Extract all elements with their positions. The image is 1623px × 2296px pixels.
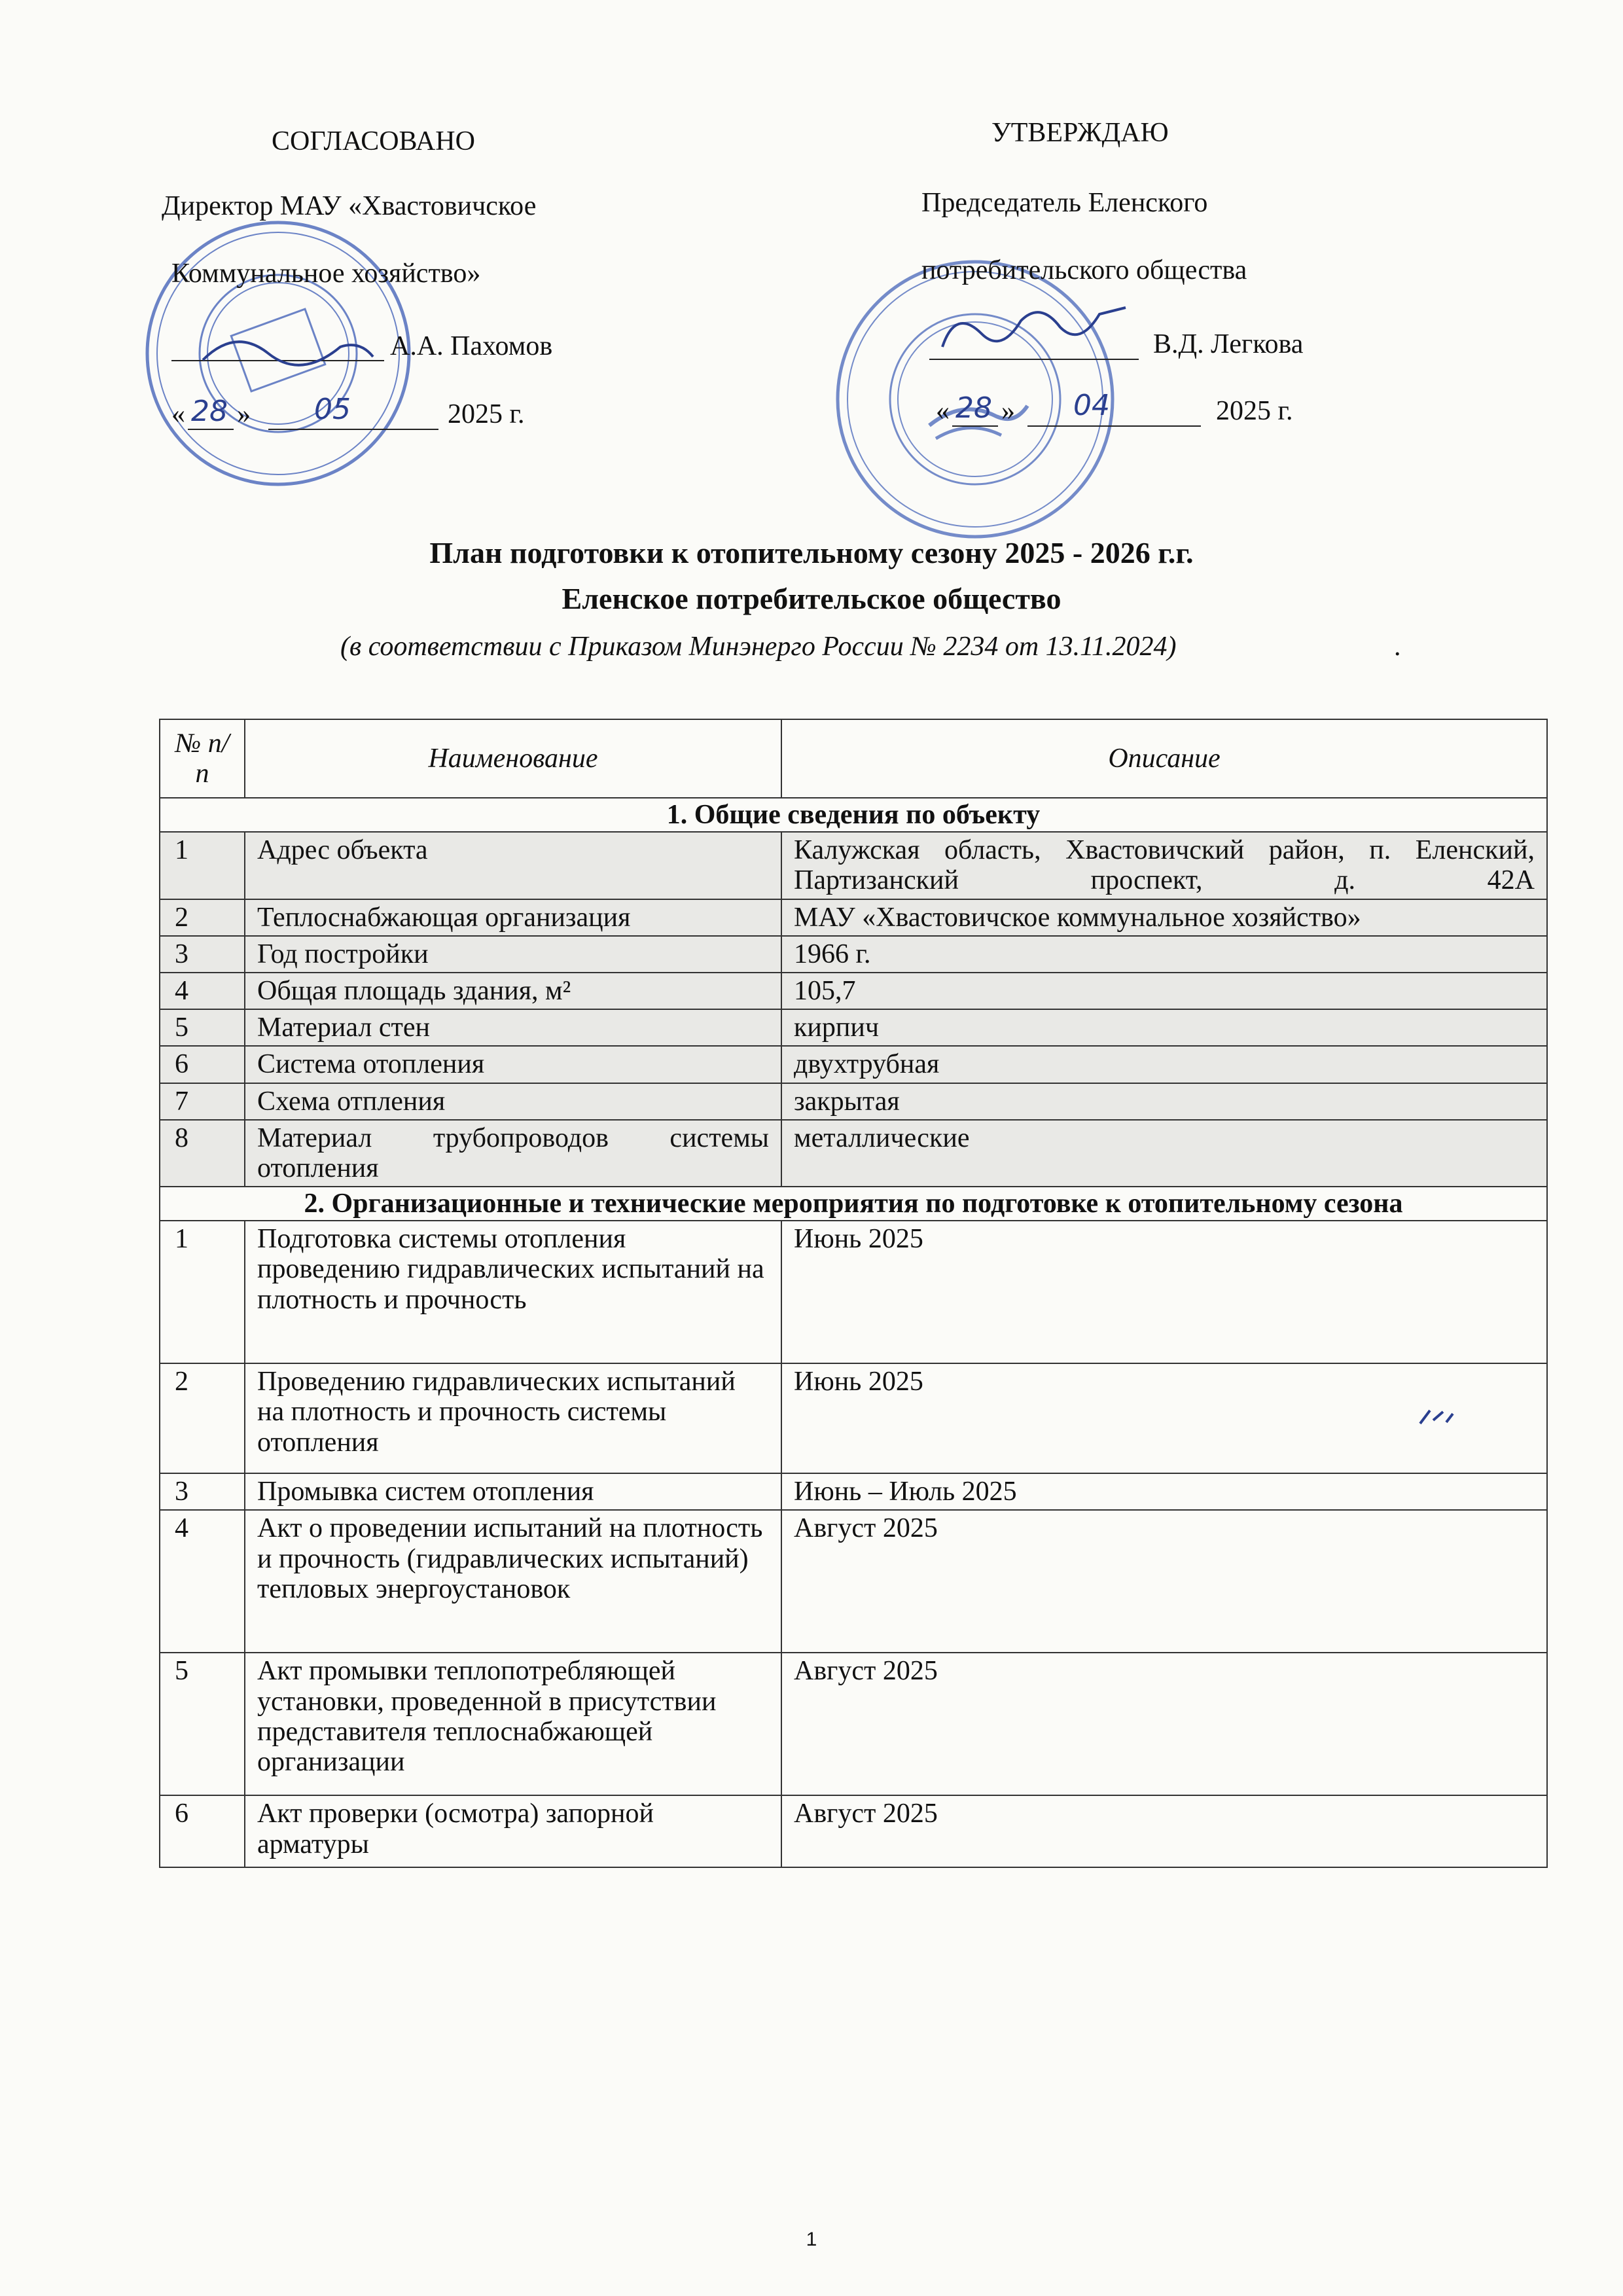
row-name: Промывка систем отопления xyxy=(245,1473,781,1510)
section-1-row xyxy=(160,798,1547,832)
row-number: 1 xyxy=(160,1221,245,1363)
row-number: 3 xyxy=(160,1473,245,1510)
page-number: 1 xyxy=(806,2229,817,2250)
left-line1: Директор МАУ «Хвастовичское xyxy=(162,191,537,221)
table-row xyxy=(160,832,1547,899)
row-number: 4 xyxy=(160,1510,245,1653)
row-description: Август 2025 xyxy=(781,1510,1547,1653)
row-number: 5 xyxy=(160,1009,245,1046)
table-row xyxy=(160,1046,1547,1083)
row-description: МАУ «Хвастовичское коммунальное хозяйство» xyxy=(781,899,1547,936)
table-row xyxy=(160,899,1547,936)
row-description: двухтрубная xyxy=(781,1046,1547,1083)
row-number: 2 xyxy=(160,1363,245,1473)
row-name: Акт промывки теплопотребляющей установки, проведенной в присутствии представителя теплоснабжающей организации xyxy=(245,1653,781,1795)
table-row xyxy=(160,1473,1547,1510)
row-number: 7 xyxy=(160,1083,245,1120)
left-signature xyxy=(196,321,380,373)
left-date-open: « xyxy=(171,399,185,429)
row-description: Июнь – Июль 2025 xyxy=(781,1473,1547,1510)
row-description: Июнь 2025 xyxy=(781,1221,1547,1363)
row-description: Август 2025 xyxy=(781,1795,1547,1867)
page-title: План подготовки к отопительному сезону 2025 - 2026 г.г. xyxy=(429,536,1194,569)
right-date-day: 28 xyxy=(955,391,992,425)
right-signer: В.Д. Легкова xyxy=(1153,329,1304,359)
row-description: Июнь 2025 xyxy=(781,1363,1547,1473)
table-row xyxy=(160,1009,1547,1046)
right-date-mid: » xyxy=(1001,396,1015,426)
left-date-month-line xyxy=(268,429,438,430)
row-number: 3 xyxy=(160,936,245,973)
right-date-open: « xyxy=(936,396,950,426)
row-name: Акт проверки (осмотра) запорной арматуры xyxy=(245,1795,781,1867)
page-subtitle: Еленское потребительское общество xyxy=(562,582,1061,615)
row-number: 8 xyxy=(160,1120,245,1187)
section-2-row xyxy=(160,1187,1547,1221)
table-row xyxy=(160,1510,1547,1653)
row-number: 6 xyxy=(160,1795,245,1867)
left-signer: А.А. Пахомов xyxy=(390,331,553,361)
left-date-day: 28 xyxy=(191,395,228,428)
row-name: Теплоснабжающая организация xyxy=(245,899,781,936)
right-date-month: 04 xyxy=(1073,389,1110,422)
row-description: кирпич xyxy=(781,1009,1547,1046)
left-date-mid: » xyxy=(237,399,251,429)
left-date-month: 05 xyxy=(314,393,351,426)
table-row xyxy=(160,1363,1547,1473)
row-number: 5 xyxy=(160,1653,245,1795)
right-date-day-line xyxy=(952,425,998,427)
row-description: 105,7 xyxy=(781,973,1547,1009)
section-1-title: 1. Общие сведения по объекту xyxy=(160,798,1547,832)
title-trailing-dot: . xyxy=(1394,632,1401,662)
left-line2: Коммунальное хозяйство» xyxy=(171,259,481,289)
table-header-row xyxy=(160,719,1547,798)
table-row xyxy=(160,1221,1547,1363)
row-name: Проведению гидравлических испытаний на плотность и прочность системы отопления xyxy=(245,1363,781,1473)
row-name: Система отопления xyxy=(245,1046,781,1083)
row-number: 4 xyxy=(160,973,245,1009)
table-row xyxy=(160,1083,1547,1120)
row-description: металлические xyxy=(781,1120,1547,1187)
row-description: 1966 г. xyxy=(781,936,1547,973)
row-number: 6 xyxy=(160,1046,245,1083)
left-date-day-line xyxy=(188,429,234,430)
right-date-month-line xyxy=(1027,425,1201,427)
row-name: Схема отпления xyxy=(245,1083,781,1120)
left-heading: СОГЛАСОВАНО xyxy=(272,126,475,156)
header-number: № п/п xyxy=(160,719,245,798)
right-line2: потребительского общества xyxy=(921,255,1247,285)
right-date-year: 2025 г. xyxy=(1216,396,1293,426)
row-name: Год постройки xyxy=(245,936,781,973)
row-number: 1 xyxy=(160,832,245,899)
row-description: Калужская область, Хвастовичский район, п. Еленский, Партизанский проспект, д. 42А xyxy=(781,832,1547,899)
header-description: Описание xyxy=(781,719,1547,798)
ink-mark xyxy=(1417,1404,1456,1430)
row-description: закрытая xyxy=(781,1083,1547,1120)
table-row xyxy=(160,936,1547,973)
row-name: Подготовка системы отопления проведению гидравлических испытаний на плотность и прочность xyxy=(245,1221,781,1363)
right-signature xyxy=(929,295,1139,367)
row-name: Общая площадь здания, м² xyxy=(245,973,781,1009)
table-row xyxy=(160,1795,1547,1867)
row-name: Материал трубопроводов системы отопления xyxy=(245,1120,781,1187)
section-2-title: 2. Организационные и технические мероприятия по подготовке к отопительному сезона xyxy=(160,1187,1547,1221)
right-line1: Председатель Еленского xyxy=(921,188,1208,218)
table-row xyxy=(160,1120,1547,1187)
row-name: Адрес объекта xyxy=(245,832,781,899)
right-heading: УТВЕРЖДАЮ xyxy=(991,118,1169,148)
row-number: 2 xyxy=(160,899,245,936)
header-name: Наименование xyxy=(245,719,781,798)
left-date-year: 2025 г. xyxy=(448,399,525,429)
heating-plan-table xyxy=(159,719,1548,1868)
row-name: Акт о проведении испытаний на плотность и прочность (гидравлических испытаний) тепловых энергоустановок xyxy=(245,1510,781,1653)
row-name: Материал стен xyxy=(245,1009,781,1046)
page-order-reference: (в соответствии с Приказом Минэнерго России № 2234 от 13.11.2024) xyxy=(340,632,1177,662)
table-row xyxy=(160,973,1547,1009)
table-row xyxy=(160,1653,1547,1795)
row-description: Август 2025 xyxy=(781,1653,1547,1795)
